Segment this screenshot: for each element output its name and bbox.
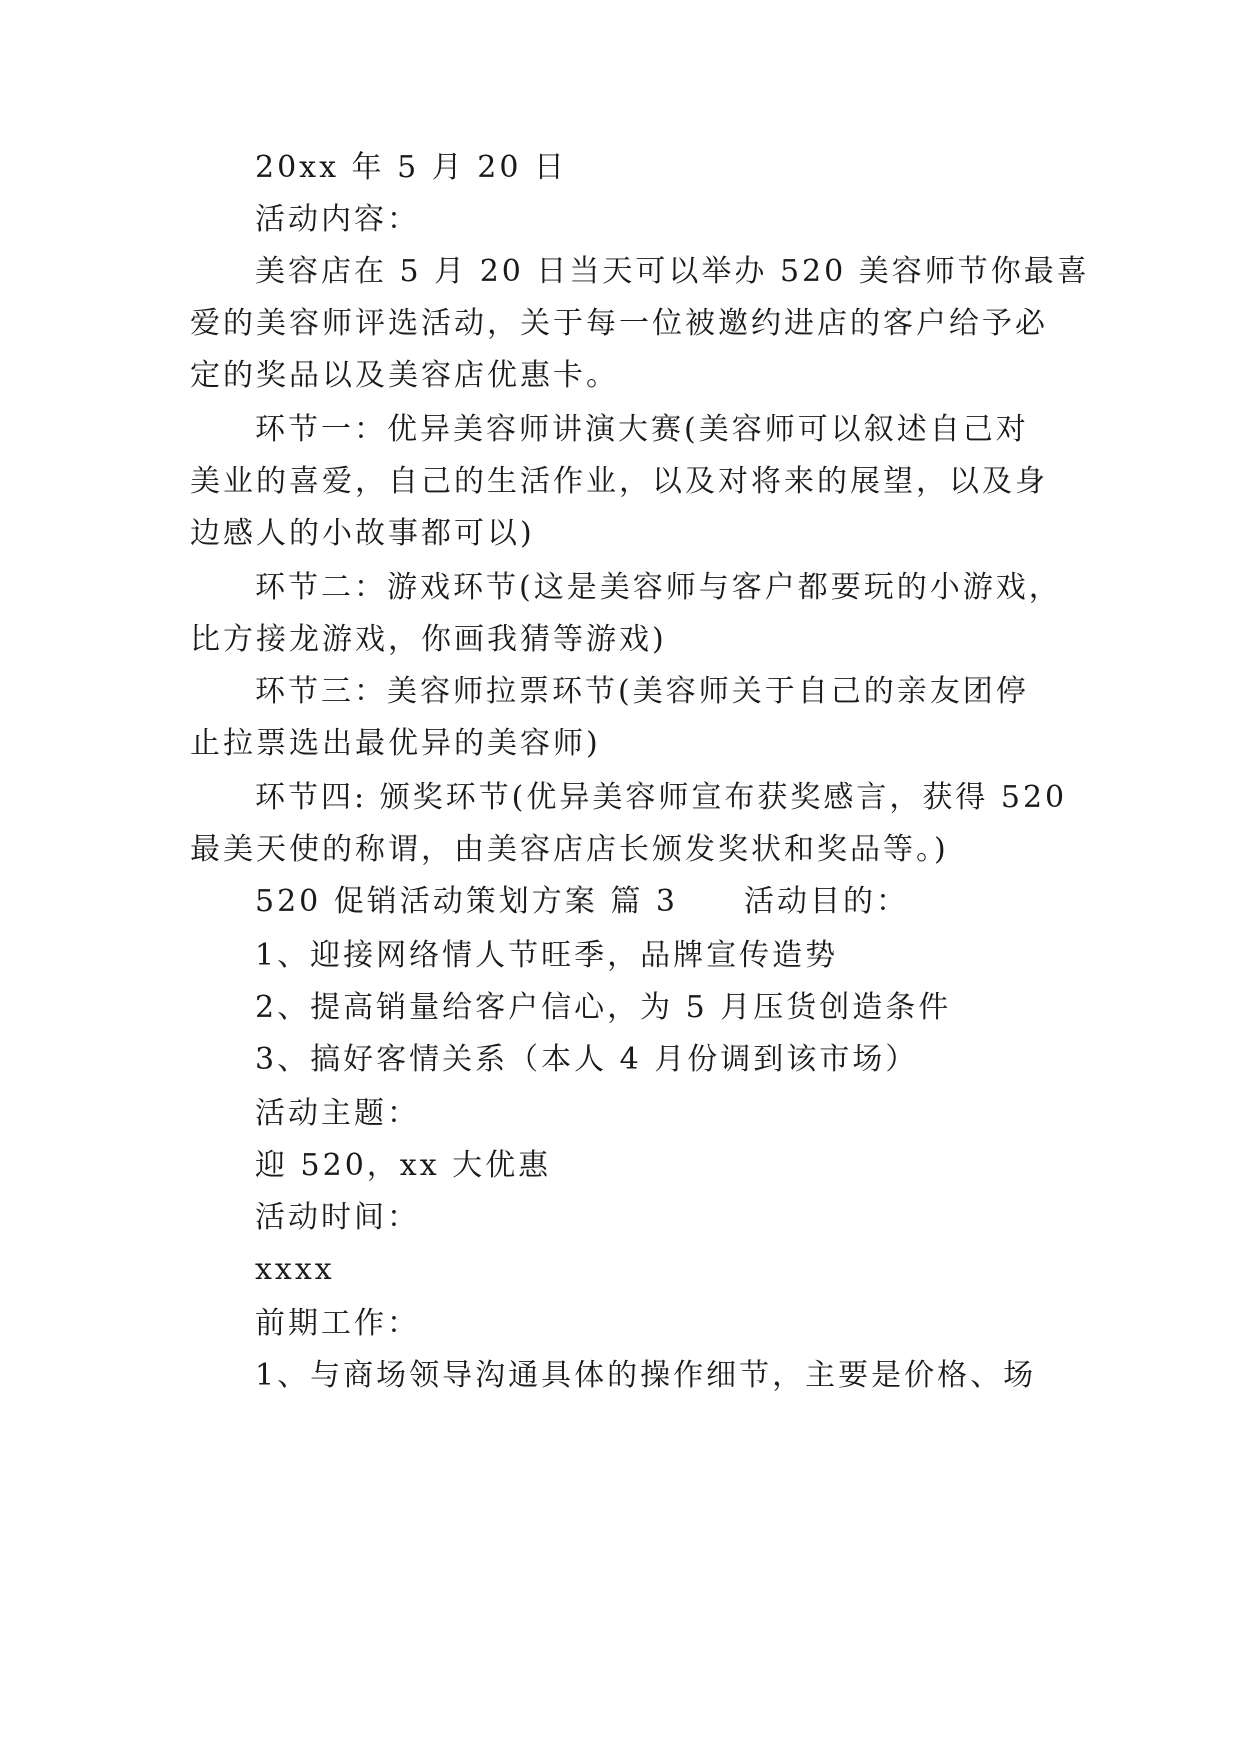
step-four-line: 环节四: 颁奖环节(优异美容师宣布获奖感言，获得 520 (255, 780, 1068, 815)
date-line: 20xx 年 5 月 20 日 (255, 150, 567, 185)
paragraph-line: 美容店在 5 月 20 日当天可以举办 520 美容师节你最喜 (255, 254, 1090, 289)
list-item: 1、与商场领导沟通具体的操作细节，主要是价格、场 (255, 1358, 1037, 1393)
paragraph-line: 边感人的小故事都可以) (190, 516, 535, 551)
activity-theme-text: 迎 520，xx 大优惠 (255, 1148, 552, 1183)
heading-activity-time: 活动时间： (255, 1200, 420, 1235)
step-three-line: 环节三：美容师拉票环节(美容师关于自己的亲友团停 (255, 674, 1029, 709)
paragraph-line: 最美天使的称谓，由美容店店长颁发奖状和奖品等。) (190, 832, 949, 867)
list-item: 2、提高销量给客户信心，为 5 月压货创造条件 (255, 990, 952, 1025)
section-heading: 520 促销活动策划方案 篇 3 活动目的： (255, 884, 909, 919)
paragraph-line: 美业的喜爱，自己的生活作业，以及对将来的展望，以及身 (190, 464, 1048, 499)
paragraph-line: 定的奖品以及美容店优惠卡。 (190, 358, 619, 393)
paragraph-line: 爱的美容师评选活动，关于每一位被邀约进店的客户给予必 (190, 306, 1048, 341)
step-two-line: 环节二：游戏环节(这是美容师与客户都要玩的小游戏， (255, 570, 1062, 605)
list-item: 1、迎接网络情人节旺季，品牌宣传造势 (255, 938, 839, 973)
step-one-line: 环节一：优异美容师讲演大赛(美容师可以叙述自己对 (255, 412, 1029, 447)
activity-time-text: xxxx (255, 1252, 335, 1287)
paragraph-line: 止拉票选出最优异的美容师) (190, 726, 601, 761)
list-item: 3、搞好客情关系（本人 4 月份调到该市场） (255, 1042, 919, 1077)
heading-preliminary-work: 前期工作： (255, 1306, 420, 1341)
heading-activity-content: 活动内容： (255, 202, 420, 237)
paragraph-line: 比方接龙游戏，你画我猜等游戏) (190, 622, 667, 657)
heading-activity-theme: 活动主题： (255, 1096, 420, 1131)
